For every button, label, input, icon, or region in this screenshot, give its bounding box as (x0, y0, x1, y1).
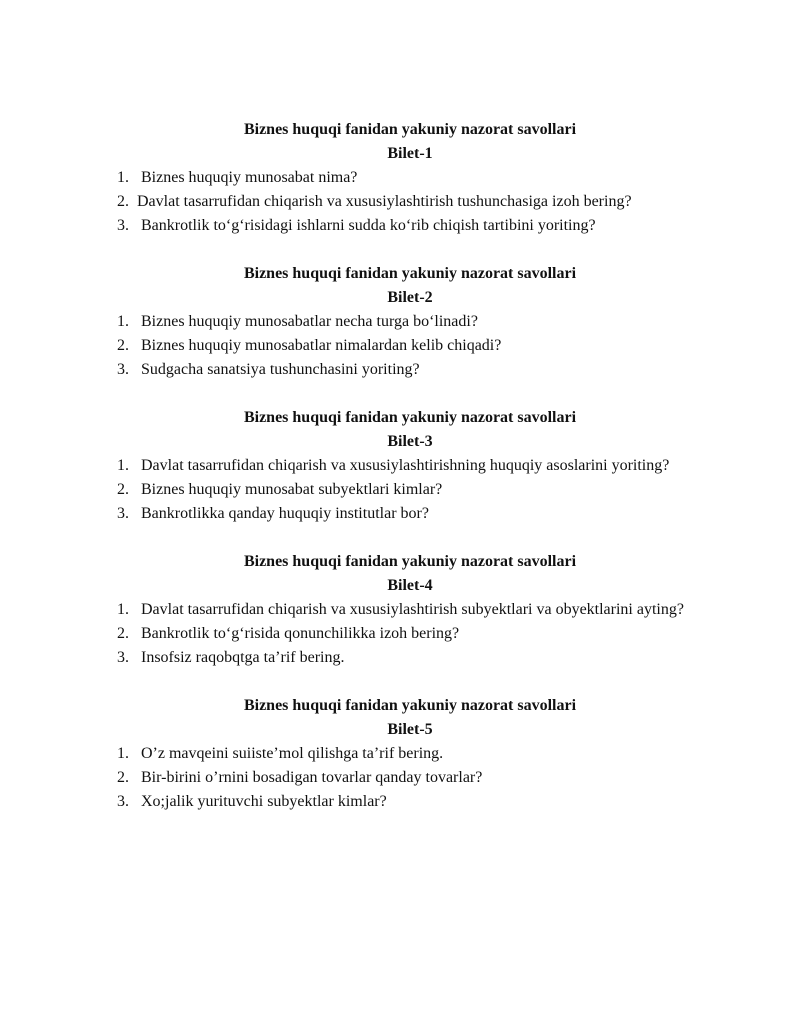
question-number: 3. (117, 361, 129, 378)
ticket-4 (117, 550, 703, 670)
question-text: Bir-birini o’rnini bosadigan tovarlar qanday tovarlar? (141, 769, 483, 786)
question-item (117, 478, 703, 502)
question-item (117, 454, 703, 478)
question-item (117, 214, 703, 238)
question-item (117, 766, 703, 790)
question-item (117, 502, 703, 526)
document-content (117, 118, 703, 838)
question-text: Davlat tasarrufidan chiqarish va xususiylashtirishning huquqiy asoslarini yoriting? (141, 457, 670, 474)
question-number: 2. (117, 337, 129, 354)
ticket-number: Bilet-4 (387, 577, 433, 594)
question-item (117, 646, 703, 670)
question-text: Bankrotlikka qanday huquqiy institutlar bor? (141, 505, 429, 522)
ticket-title: Biznes huquqi fanidan yakuniy nazorat savollari (243, 265, 577, 282)
question-number: 1. (117, 169, 129, 186)
question-item (117, 742, 703, 766)
question-number: 2. (117, 625, 129, 642)
question-number: 2. (117, 193, 133, 210)
ticket-title: Biznes huquqi fanidan yakuniy nazorat savollari (243, 697, 577, 714)
question-text: Biznes huquqiy munosabat nima? (141, 169, 358, 186)
question-text: Biznes huquqiy munosabatlar nimalardan kelib chiqadi? (141, 337, 502, 354)
question-number: 3. (117, 217, 129, 234)
question-number: 1. (117, 313, 129, 330)
question-text: Sudgacha sanatsiya tushunchasini yoriting? (141, 361, 420, 378)
ticket-2 (117, 262, 703, 382)
question-item (117, 358, 703, 382)
question-text: Davlat tasarrufidan chiqarish va xususiylashtirish subyektlari va obyektlarini ayting? (141, 601, 684, 618)
ticket-5 (117, 694, 703, 814)
question-item (117, 166, 703, 190)
question-item (117, 310, 703, 334)
question-number: 1. (117, 457, 133, 474)
question-item (117, 334, 703, 358)
ticket-number: Bilet-5 (387, 721, 433, 738)
question-number: 3. (117, 649, 129, 666)
question-number: 1. (117, 601, 133, 618)
question-text: Biznes huquqiy munosabat subyektlari kimlar? (141, 481, 443, 498)
ticket-title: Biznes huquqi fanidan yakuniy nazorat savollari (243, 553, 577, 570)
question-number: 3. (117, 505, 129, 522)
question-text: Davlat tasarrufidan chiqarish va xususiylashtirish tushunchasiga izoh bering? (137, 193, 632, 210)
question-text: Biznes huquqiy munosabatlar necha turga bo‘linadi? (141, 313, 478, 330)
question-text: Insofsiz raqobqtga ta’rif bering. (141, 649, 345, 666)
ticket-3 (117, 406, 703, 526)
question-item (117, 190, 703, 214)
question-number: 2. (117, 481, 129, 498)
question-text: Bankrotlik to‘g‘risida qonunchilikka izoh bering? (141, 625, 460, 642)
ticket-title: Biznes huquqi fanidan yakuniy nazorat savollari (243, 121, 577, 138)
question-item (117, 622, 703, 646)
question-number: 2. (117, 769, 129, 786)
ticket-number: Bilet-3 (387, 433, 433, 450)
question-item (117, 790, 703, 814)
question-text: O’z mavqeini suiiste’mol qilishga ta’rif bering. (141, 745, 444, 762)
question-item (117, 598, 703, 622)
ticket-1 (117, 118, 703, 238)
question-text: Bankrotlik to‘g‘risidagi ishlarni sudda ko‘rib chiqish tartibini yoriting? (141, 217, 596, 234)
question-text: Xo;jalik yurituvchi subyektlar kimlar? (141, 793, 387, 810)
ticket-number: Bilet-1 (387, 145, 433, 162)
question-number: 1. (117, 745, 129, 762)
ticket-number: Bilet-2 (387, 289, 433, 306)
ticket-title: Biznes huquqi fanidan yakuniy nazorat savollari (243, 409, 577, 426)
question-number: 3. (117, 793, 129, 810)
